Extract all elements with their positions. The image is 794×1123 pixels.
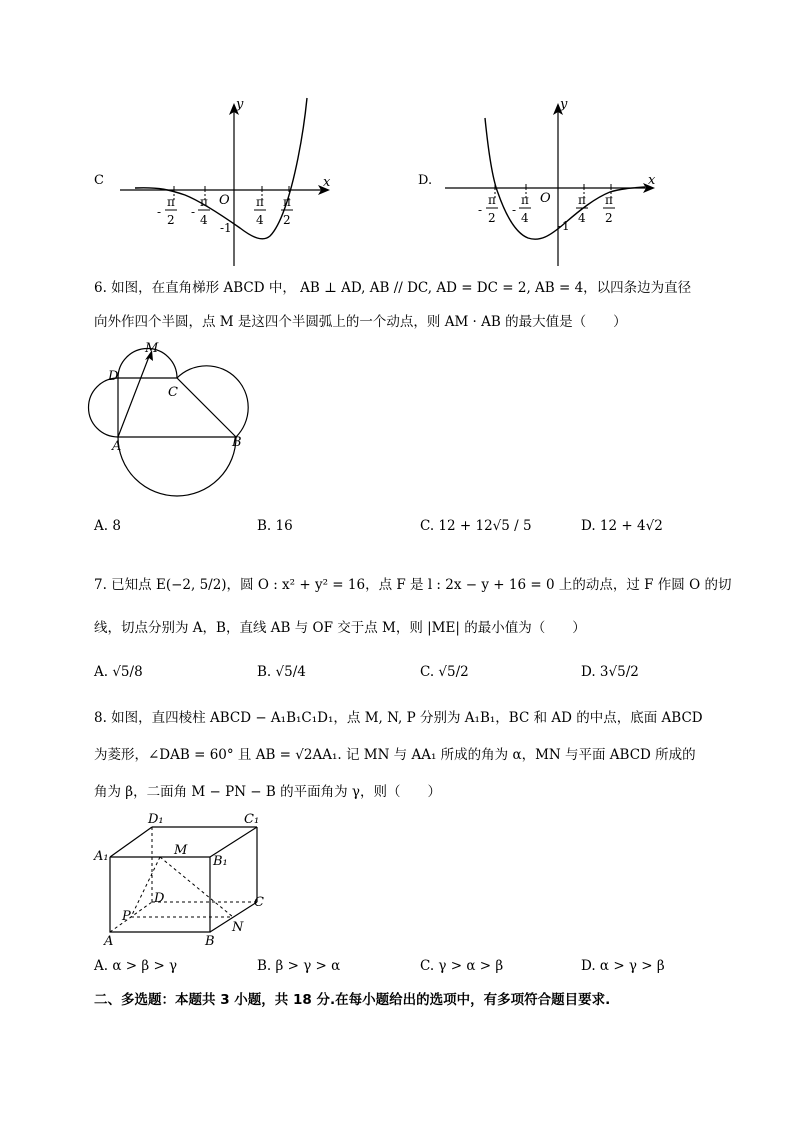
q7-option-d: D. 3√5/2 bbox=[581, 664, 639, 680]
q6-option-b: B. 16 bbox=[257, 518, 293, 534]
graph-option-d bbox=[440, 98, 670, 270]
q7-option-b: B. √5/4 bbox=[257, 664, 306, 680]
q8-option-c: C. γ > α > β bbox=[420, 958, 504, 974]
q6-figure bbox=[90, 340, 260, 490]
svg-text:π: π bbox=[283, 195, 291, 209]
q8-option-b: B. β > γ > α bbox=[257, 958, 341, 974]
svg-text:O: O bbox=[540, 191, 551, 206]
svg-text:π: π bbox=[521, 193, 529, 207]
q6-option-a: A. 8 bbox=[94, 518, 121, 534]
q7-stem-line2: 线，切点分别为 A，B，直线 AB 与 OF 交于点 M，则 |ME| 的最小值为（ ） bbox=[94, 620, 586, 636]
q6-option-c: C. 12 + 12√5 / 5 bbox=[420, 518, 532, 534]
svg-text:4: 4 bbox=[578, 211, 586, 225]
q8-label-C: C bbox=[254, 895, 264, 910]
svg-text:2: 2 bbox=[283, 213, 291, 227]
q8-label-P: P bbox=[122, 909, 131, 924]
q8-label-A1: A₁ bbox=[94, 849, 109, 864]
q8-stem-line1: 8. 如图，直四棱柱 ABCD − A₁B₁C₁D₁，点 M, N, P 分别为 A₁B₁，BC 和 AD 的中点，底面 ABCD bbox=[94, 710, 703, 726]
svg-text:π: π bbox=[488, 193, 496, 207]
q6-label-A: A bbox=[112, 439, 122, 454]
origin-label: O bbox=[219, 193, 230, 208]
x-axis-label: x bbox=[323, 175, 331, 190]
svg-text:-1: -1 bbox=[558, 219, 570, 233]
q8-stem-line2: 为菱形，∠DAB = 60° 且 AB = √2AA₁. 记 MN 与 AA₁ 所成的角为 α，MN 与平面 ABCD 所成的 bbox=[94, 747, 696, 763]
svg-text:2: 2 bbox=[605, 211, 613, 225]
graph-option-c bbox=[115, 98, 345, 270]
svg-text:2: 2 bbox=[167, 213, 175, 227]
svg-text:π: π bbox=[167, 195, 175, 209]
svg-text:π: π bbox=[200, 195, 208, 209]
svg-text:y: y bbox=[560, 97, 568, 112]
q8-label-A: A bbox=[104, 934, 114, 949]
option-d-label: D. bbox=[418, 173, 433, 188]
q6-label-C: C bbox=[168, 385, 178, 400]
q6-stem-line1: 6. 如图，在直角梯形 ABCD 中， AB ⊥ AD, AB // DC, AD = DC = 2, AB = 4，以四条边为直径 bbox=[94, 280, 692, 296]
q8-option-d: D. α > γ > β bbox=[581, 958, 665, 974]
option-c-label: C bbox=[94, 173, 104, 188]
svg-text:2: 2 bbox=[488, 211, 496, 225]
q8-prism-figure bbox=[92, 810, 282, 950]
svg-text:-: - bbox=[157, 205, 162, 219]
svg-text:π: π bbox=[605, 193, 613, 207]
q6-stem-line2: 向外作四个半圆，点 M 是这四个半圆弧上的一个动点，则 AM · AB 的最大值是（ ） bbox=[94, 314, 627, 330]
svg-text:π: π bbox=[578, 193, 586, 207]
q8-label-N: N bbox=[232, 920, 244, 935]
q6-option-d: D. 12 + 4√2 bbox=[581, 518, 663, 534]
q8-option-a: A. α > β > γ bbox=[94, 958, 178, 974]
minus-one-label: -1 bbox=[220, 221, 232, 235]
svg-text:-: - bbox=[191, 205, 196, 219]
q6-label-B: B bbox=[232, 435, 242, 450]
svg-text:-: - bbox=[512, 203, 517, 217]
q8-label-D: D bbox=[154, 891, 165, 906]
svg-text:π: π bbox=[256, 195, 264, 209]
q6-label-D: D bbox=[108, 369, 119, 384]
q6-label-M: M bbox=[145, 341, 159, 356]
svg-text:4: 4 bbox=[200, 213, 208, 227]
svg-text:-: - bbox=[478, 203, 483, 217]
q8-label-C1: C₁ bbox=[244, 812, 260, 827]
svg-text:x: x bbox=[648, 173, 656, 188]
svg-text:4: 4 bbox=[256, 213, 264, 227]
q8-label-B: B bbox=[205, 934, 215, 949]
y-axis-label: y bbox=[236, 97, 244, 112]
q8-label-M: M bbox=[174, 843, 188, 858]
svg-text:4: 4 bbox=[521, 211, 529, 225]
q8-label-B1: B₁ bbox=[213, 854, 228, 869]
section-2-heading: 二、多选题：本题共 3 小题，共 18 分.在每小题给出的选项中，有多项符合题目要求. bbox=[94, 992, 611, 1008]
q7-option-c: C. √5/2 bbox=[420, 664, 469, 680]
q8-stem-line3: 角为 β，二面角 M − PN − B 的平面角为 γ，则（ ） bbox=[94, 784, 441, 800]
q8-label-D1: D₁ bbox=[148, 812, 164, 827]
q7-stem-line1: 7. 已知点 E(−2, 5/2)，圆 O : x² + y² = 16，点 F 是 l : 2x − y + 16 = 0 上的动点，过 F 作圆 O 的切 bbox=[94, 577, 732, 593]
q7-option-a: A. √5/8 bbox=[94, 664, 143, 680]
